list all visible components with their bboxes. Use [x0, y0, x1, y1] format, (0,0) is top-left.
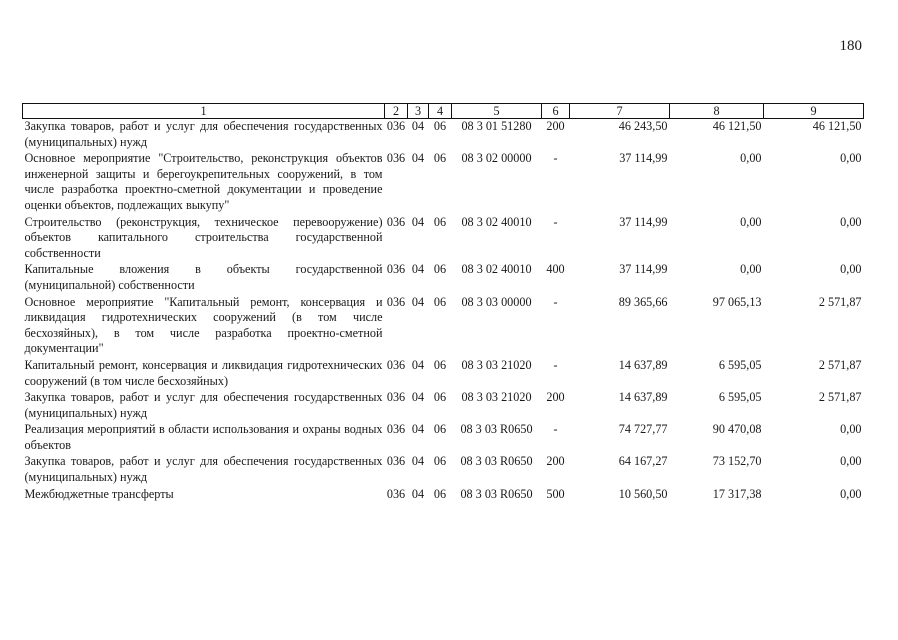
amount-col7: 64 167,27 [618, 454, 668, 469]
item-name: Капитальный ремонт, консервация и ликвидация гидротехнических сооружений (в том числе бесхозяйных) [24, 357, 383, 388]
amount-col9: 2 571,87 [818, 294, 862, 309]
table-row [23, 119, 864, 152]
section-code: 04 [411, 294, 425, 309]
subsection-code: 06 [433, 214, 447, 229]
amount-col9: 0,00 [840, 214, 862, 229]
amount-col8: 0,00 [740, 151, 762, 166]
amount-col8: 0,00 [740, 214, 762, 229]
ministry-code: 036 [386, 422, 406, 437]
section-code: 04 [411, 357, 425, 372]
col-header-6: 6 [542, 104, 570, 119]
amount-col9: 2 571,87 [818, 357, 862, 372]
ministry-code: 036 [386, 151, 406, 166]
ministry-code: 036 [386, 486, 406, 501]
table-row [23, 215, 864, 263]
expense-type: - [553, 151, 558, 166]
table-row [23, 390, 864, 422]
table-row [23, 454, 864, 486]
amount-col9: 0,00 [840, 151, 862, 166]
section-code: 04 [411, 214, 425, 229]
amount-col7: 46 243,50 [618, 119, 668, 133]
table-row [23, 295, 864, 358]
expense-type: - [553, 214, 558, 229]
target-article: 08 3 03 R0650 [460, 486, 533, 501]
col-header-1: 1 [23, 104, 385, 119]
amount-col9: 0,00 [840, 422, 862, 437]
amount-col8: 46 121,50 [712, 119, 762, 133]
ministry-code: 036 [386, 357, 406, 372]
amount-col8: 73 152,70 [712, 454, 762, 469]
amount-col8: 90 470,08 [712, 422, 762, 437]
expense-type: 200 [546, 454, 565, 469]
target-article: 08 3 03 R0650 [460, 454, 533, 469]
section-code: 04 [411, 151, 425, 166]
item-name: Реализация мероприятий в области использования и охраны водных объектов [24, 422, 383, 452]
amount-col8: 97 065,13 [712, 294, 762, 309]
table-row [23, 487, 864, 504]
amount-col9: 0,00 [840, 454, 862, 469]
col-header-7: 7 [570, 104, 670, 119]
expense-type: - [553, 357, 558, 372]
expense-type: 400 [546, 262, 565, 277]
target-article: 08 3 03 R0650 [460, 422, 533, 437]
amount-col8: 17 317,38 [712, 486, 762, 501]
ministry-code: 036 [386, 262, 406, 277]
expense-type: 200 [546, 119, 565, 133]
target-article: 08 3 03 00000 [461, 294, 532, 309]
col-header-4: 4 [429, 104, 452, 119]
col-header-5: 5 [452, 104, 542, 119]
col-header-9: 9 [764, 104, 864, 119]
col-header-3: 3 [408, 104, 429, 119]
subsection-code: 06 [433, 151, 447, 166]
item-name: Межбюджетные трансферты [24, 486, 174, 501]
subsection-code: 06 [433, 294, 447, 309]
ministry-code: 036 [386, 390, 406, 405]
subsection-code: 06 [433, 422, 447, 437]
amount-col7: 37 114,99 [619, 151, 668, 166]
table-row [23, 262, 864, 294]
item-name: Строительство (реконструкция, техническое перевооружение) объектов капитального строительства государственной собственности [24, 214, 383, 260]
item-name: Основное мероприятие "Строительство, реконструкция объектов инженерной защиты и берегоукрепительных сооружений, в том числе разработка проектно-сметной документации и проведение оценки объектов, подлежащих выкупу" [24, 151, 383, 212]
expense-type: 200 [546, 390, 565, 405]
subsection-code: 06 [433, 119, 447, 133]
table-row [23, 422, 864, 454]
subsection-code: 06 [433, 454, 447, 469]
page-number: 180 [839, 38, 862, 54]
amount-col7: 74 727,77 [618, 422, 668, 437]
ministry-code: 036 [386, 119, 406, 133]
header-row [23, 104, 864, 119]
amount-col8: 0,00 [740, 262, 762, 277]
ministry-code: 036 [386, 214, 406, 229]
item-name: Закупка товаров, работ и услуг для обеспечения государственных (муниципальных) нужд [24, 119, 383, 149]
item-name: Основное мероприятие "Капитальный ремонт, консервация и ликвидация гидротехнических сооружений (в том числе бесхозяйных), в том числе разработка проектно-сметной документации" [24, 294, 383, 356]
amount-col8: 6 595,05 [718, 390, 762, 405]
section-code: 04 [411, 486, 425, 501]
expense-type: 500 [546, 486, 565, 501]
target-article: 08 3 01 51280 [461, 119, 532, 133]
subsection-code: 06 [433, 390, 447, 405]
amount-col9: 0,00 [840, 262, 862, 277]
budget-table [22, 103, 864, 503]
target-article: 08 3 03 21020 [461, 357, 532, 372]
target-article: 08 3 03 21020 [461, 390, 532, 405]
expense-type: - [553, 422, 558, 437]
amount-col9: 0,00 [840, 486, 862, 501]
amount-col7: 14 637,89 [618, 357, 668, 372]
subsection-code: 06 [433, 357, 447, 372]
section-code: 04 [411, 119, 425, 133]
target-article: 08 3 02 40010 [461, 262, 532, 277]
table-row [23, 358, 864, 390]
ministry-code: 036 [386, 454, 406, 469]
amount-col9: 46 121,50 [812, 119, 862, 133]
item-name: Закупка товаров, работ и услуг для обеспечения государственных (муниципальных) нужд [24, 390, 383, 420]
amount-col7: 37 114,99 [619, 214, 668, 229]
subsection-code: 06 [433, 486, 447, 501]
section-code: 04 [411, 390, 425, 405]
amount-col7: 14 637,89 [618, 390, 668, 405]
subsection-code: 06 [433, 262, 447, 277]
target-article: 08 3 02 00000 [461, 151, 532, 166]
amount-col8: 6 595,05 [718, 357, 762, 372]
section-code: 04 [411, 262, 425, 277]
amount-col7: 37 114,99 [619, 262, 668, 277]
section-code: 04 [411, 454, 425, 469]
amount-col7: 10 560,50 [618, 486, 668, 501]
item-name: Капитальные вложения в объекты государственной (муниципальной) собственности [24, 262, 383, 292]
target-article: 08 3 02 40010 [461, 214, 532, 229]
amount-col9: 2 571,87 [818, 390, 862, 405]
col-header-8: 8 [670, 104, 764, 119]
section-code: 04 [411, 422, 425, 437]
ministry-code: 036 [386, 294, 406, 309]
amount-col7: 89 365,66 [618, 294, 668, 309]
col-header-2: 2 [385, 104, 408, 119]
expense-type: - [553, 294, 558, 309]
item-name: Закупка товаров, работ и услуг для обеспечения государственных (муниципальных) нужд [24, 454, 383, 485]
table-row [23, 151, 864, 214]
